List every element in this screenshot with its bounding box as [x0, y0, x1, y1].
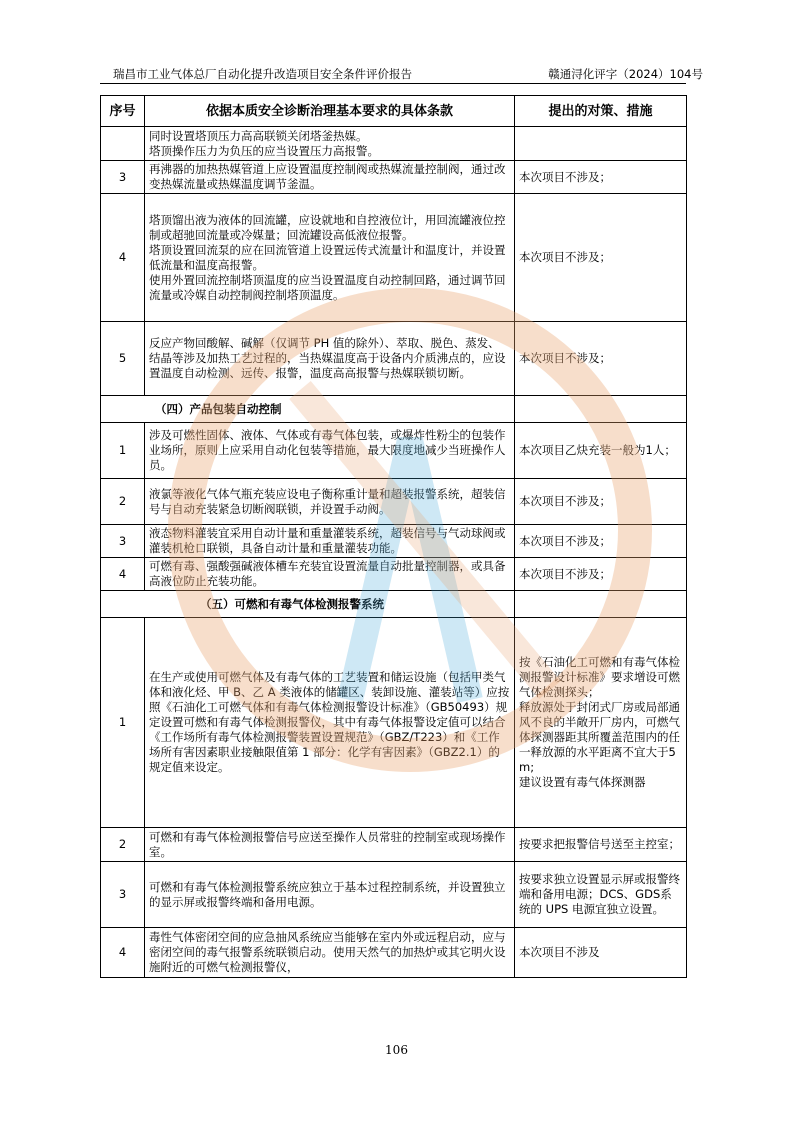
- col-header-measure: 提出的对策、措施: [515, 96, 687, 127]
- measure-text: 按要求独立设置显示屏或报警终端和备用电源；DCS、GDS系统的 UPS 电源宜独立设置。: [519, 872, 680, 916]
- measure-cell: [515, 525, 687, 558]
- clause-cell: [145, 558, 515, 591]
- table-row: [101, 423, 687, 479]
- measure-text: 本次项目不涉及；: [519, 169, 611, 184]
- table-row: [101, 618, 687, 828]
- clause-text: 可燃有毒、强酸强碱液体槽车充装宜设置流量自动批量控制器，或具备高液位防止充装功能。: [149, 559, 506, 588]
- measure-cell: [515, 161, 687, 194]
- table-row: [101, 161, 687, 194]
- section-title: （五）可燃和有毒气体检测报警系统: [200, 596, 384, 611]
- clause-cell: [145, 618, 515, 828]
- measure-text: 本次项目不涉及；: [519, 533, 611, 548]
- measure-text: 按要求把报警信号送至主控室；: [519, 837, 680, 851]
- measure-cell: [515, 194, 687, 322]
- col-header-number: 序号: [101, 96, 145, 127]
- measure-cell: [515, 322, 687, 396]
- clause-text: 塔顶设置回流泵的应在回流管道上设置远传式流量计和温度计，并设置低流量和温度高报警。: [149, 242, 506, 272]
- measure-text: 本次项目不涉及；: [519, 566, 611, 581]
- measure-cell: [515, 423, 687, 479]
- table-row: [101, 828, 687, 862]
- clause-cell: [145, 322, 515, 396]
- measure-text: 按《石油化工可燃和有毒气体检测报警设计标准》要求增设可燃气体检测探头；: [519, 655, 680, 699]
- row-number: 2: [101, 479, 145, 525]
- measure-text: 本次项目不涉及；: [519, 351, 611, 365]
- row-number: [101, 127, 145, 161]
- clause-cell: [145, 194, 515, 322]
- page-number: 106: [385, 1043, 408, 1057]
- measure-text: 本次项目不涉及；: [519, 250, 611, 264]
- clause-cell: [145, 161, 515, 194]
- section-title: （四）产品包装自动控制: [155, 401, 282, 416]
- measure-text: 建议设置有毒气体探测器: [519, 775, 646, 789]
- table-row: [101, 862, 687, 928]
- table-row: [101, 127, 687, 161]
- section-heading-row: [101, 396, 687, 423]
- measure-cell: [515, 862, 687, 928]
- table-row: [101, 928, 687, 978]
- clause-text: 涉及可燃性固体、液体、气体或有毒气体包装，或爆炸性粉尘的包装作业场所，原则上应采用自动化包装等措施，最大限度地减少当班操作人员。: [149, 428, 506, 472]
- row-number: 3: [101, 161, 145, 194]
- section-heading-row: [101, 591, 687, 618]
- clause-cell: [145, 862, 515, 928]
- measure-cell: [515, 828, 687, 862]
- header-report-number: 赣通浔化评字（2024）104号: [548, 67, 703, 81]
- clause-cell: [145, 127, 515, 161]
- clause-text: 同时设置塔顶压力高高联锁关闭塔釜热媒。: [149, 128, 368, 143]
- row-number: 1: [101, 423, 145, 479]
- table-row: [101, 322, 687, 396]
- measure-text: 本次项目不涉及；: [519, 494, 611, 508]
- clause-text: 毒性气体密闭空间的应急抽风系统应当能够在室内外或远程启动，应与密闭空间的毒气报警系统联锁启动。使用天然气的加热炉或其它明火设施附近的可燃气检测报警仪，: [149, 930, 506, 974]
- clause-cell: [145, 525, 515, 558]
- measure-cell: [515, 928, 687, 978]
- clause-cell: [145, 479, 515, 525]
- clause-cell: [145, 928, 515, 978]
- clause-text: 可燃和有毒气体检测报警系统应独立于基本过程控制系统，并设置独立的显示屏或报警终端和备用电源。: [149, 879, 506, 909]
- clause-text: 塔顶操作压力为负压的应当设置压力高报警。: [149, 143, 379, 158]
- measure-cell: [515, 558, 687, 591]
- table-header-row: [101, 96, 687, 127]
- section-heading: [101, 591, 515, 618]
- col-header-clause: 依据本质安全诊断治理基本要求的具体条款: [145, 96, 515, 127]
- row-number: 3: [101, 525, 145, 558]
- row-number: 4: [101, 194, 145, 322]
- clause-cell: [145, 828, 515, 862]
- section-empty-cell: [515, 396, 687, 423]
- table-row: [101, 558, 687, 591]
- section-empty-cell: [515, 591, 687, 618]
- row-number: 4: [101, 558, 145, 591]
- table-row: [101, 525, 687, 558]
- clause-text: 可燃和有毒气体检测报警信号应送至操作人员常驻的控制室或现场操作室。: [149, 829, 506, 859]
- clause-text: 使用外置回流控制塔顶温度的应当设置温度自动控制回路，通过调节回流量或冷媒自动控制阀控制塔顶温度。: [149, 272, 506, 302]
- row-number: 2: [101, 828, 145, 862]
- measure-cell: [515, 479, 687, 525]
- section-heading: [101, 396, 515, 423]
- clause-text: 再沸器的加热热媒管道上应设置温度控制阀或热媒流量控制阀，通过改变热媒流量或热媒温度调节釜温。: [149, 162, 506, 191]
- clause-text: 液氯等液化气体气瓶充装应设电子衡称重计量和超装报警系统，超装信号与自动充装紧急切断阀联锁，并设置手动阀。: [149, 486, 506, 516]
- measure-text: 本次项目乙炔充装一般为1人；: [519, 443, 676, 457]
- table-row: [101, 194, 687, 322]
- row-number: 1: [101, 618, 145, 828]
- table-row: [101, 479, 687, 525]
- header-divider: [100, 83, 686, 84]
- clause-text: 反应产物回酸解、碱解（仅调节 PH 值的除外）、萃取、脱色、蒸发、结晶等涉及加热工艺过程的，当热媒温度高于设备内介质沸点的，应设置温度自动检测、远传、报警，温度高高报警与热媒联锁切断。: [149, 336, 506, 380]
- measure-cell: [515, 127, 687, 161]
- measure-cell: [515, 618, 687, 828]
- clause-text: 液态物料灌装宜采用自动计量和重量灌装系统，超装信号与气动球阀或灌装机枪口联锁，具备自动计量和重量灌装功能。: [149, 526, 506, 555]
- clause-text: 塔顶馏出液为液体的回流罐，应设就地和自控液位计，用回流罐液位控制或超驰回流量或冷媒量；回流罐设高低液位报警。: [149, 212, 506, 242]
- measure-text: 释放源处于封闭式厂房或局部通风不良的半敞开厂房内，可燃气体探测器距其所覆盖范围内的任一释放源的水平距离不宜大于5m;: [519, 700, 680, 774]
- row-number: 5: [101, 322, 145, 396]
- clause-text: 在生产或使用可燃气体及有毒气体的工艺装置和储运设施（包括甲类气体和液化烃、甲 B、乙 A 类液体的储罐区、装卸设施、灌装站等）应按照《石油化工可燃气体和有毒气体检测报警设计标准》（GB50493）规定设置可燃和有毒气体检测报警仪，其中有毒气体报警设定值可以结合《工作场所有毒气体检测报警装置设置规范》（GBZ/T223）和《工作场所有害因素职业接触限值第 1 部分：化学有害因素》（GBZ2.1）的规定值来设定。: [149, 670, 510, 774]
- header-report-title: 瑞昌市工业气体总厂自动化提升改造项目安全条件评价报告: [113, 67, 412, 81]
- clause-cell: [145, 423, 515, 479]
- row-number: 3: [101, 862, 145, 928]
- row-number: 4: [101, 928, 145, 978]
- measure-text: 本次项目不涉及: [519, 945, 600, 959]
- requirements-table: [100, 95, 687, 978]
- table-body: [101, 127, 687, 978]
